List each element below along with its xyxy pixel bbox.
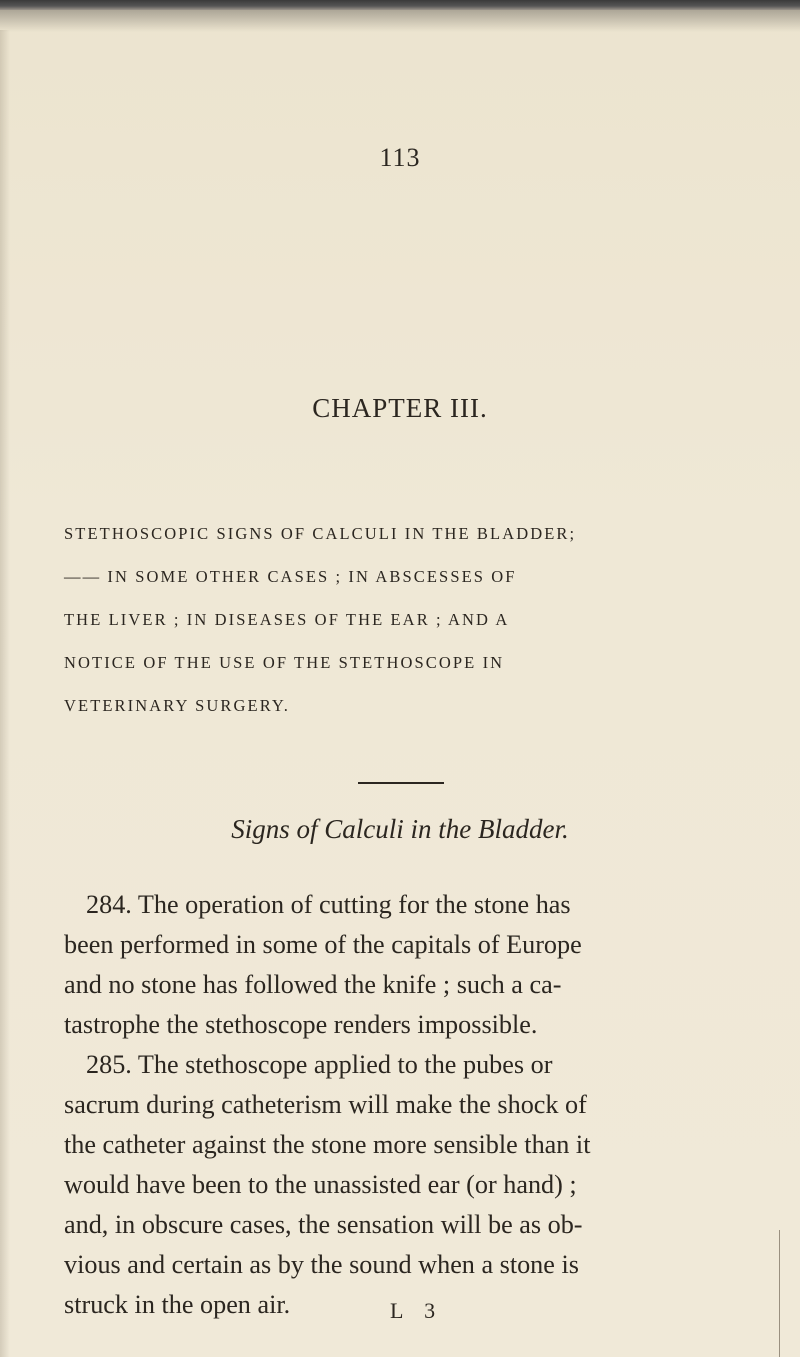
paragraph-285-line: 285. The stethoscope applied to the pubes or <box>86 1050 553 1079</box>
chapter-summary <box>64 512 734 727</box>
summary-line: —— IN SOME OTHER CASES ; IN ABSCESSES OF <box>64 567 517 586</box>
paragraph-285-line: the catheter against the stone more sensible than it <box>64 1130 591 1159</box>
paragraph-285-line: would have been to the unassisted ear (or hand) ; <box>64 1170 577 1199</box>
page-left-shadow <box>0 30 10 1357</box>
paragraph-284-line: and no stone has followed the knife ; such a ca- <box>64 970 562 999</box>
page-number: 113 <box>379 143 421 172</box>
paragraph-284-line: been performed in some of the capitals of Europe <box>64 930 582 959</box>
section-heading: Signs of Calculi in the Bladder. <box>231 814 569 844</box>
paragraph-284-line: 284. The operation of cutting for the stone has <box>86 890 571 919</box>
paragraph-285-line: vious and certain as by the sound when a stone is <box>64 1250 579 1279</box>
page-right-edge-line <box>779 1230 780 1357</box>
summary-line: VETERINARY SURGERY. <box>64 696 291 715</box>
paragraph-285-line: struck in the open air. <box>64 1290 291 1319</box>
chapter-title: CHAPTER III. <box>312 393 488 423</box>
summary-line: STETHOSCOPIC SIGNS OF CALCULI IN THE BLADDER; <box>64 524 577 543</box>
section-divider <box>358 782 444 784</box>
page-top-shadow <box>0 10 800 32</box>
page-top-edge <box>0 0 800 10</box>
paragraph-284-line: tastrophe the stethoscope renders impossible. <box>64 1010 538 1039</box>
paragraph-285-line: and, in obscure cases, the sensation will be as ob- <box>64 1210 583 1239</box>
body-text <box>64 885 744 1325</box>
signature-mark: L 3 <box>390 1298 444 1323</box>
summary-line: NOTICE OF THE USE OF THE STETHOSCOPE IN <box>64 653 505 672</box>
summary-line: THE LIVER ; IN DISEASES OF THE EAR ; AND A <box>64 610 510 629</box>
paragraph-285-line: sacrum during catheterism will make the shock of <box>64 1090 587 1119</box>
